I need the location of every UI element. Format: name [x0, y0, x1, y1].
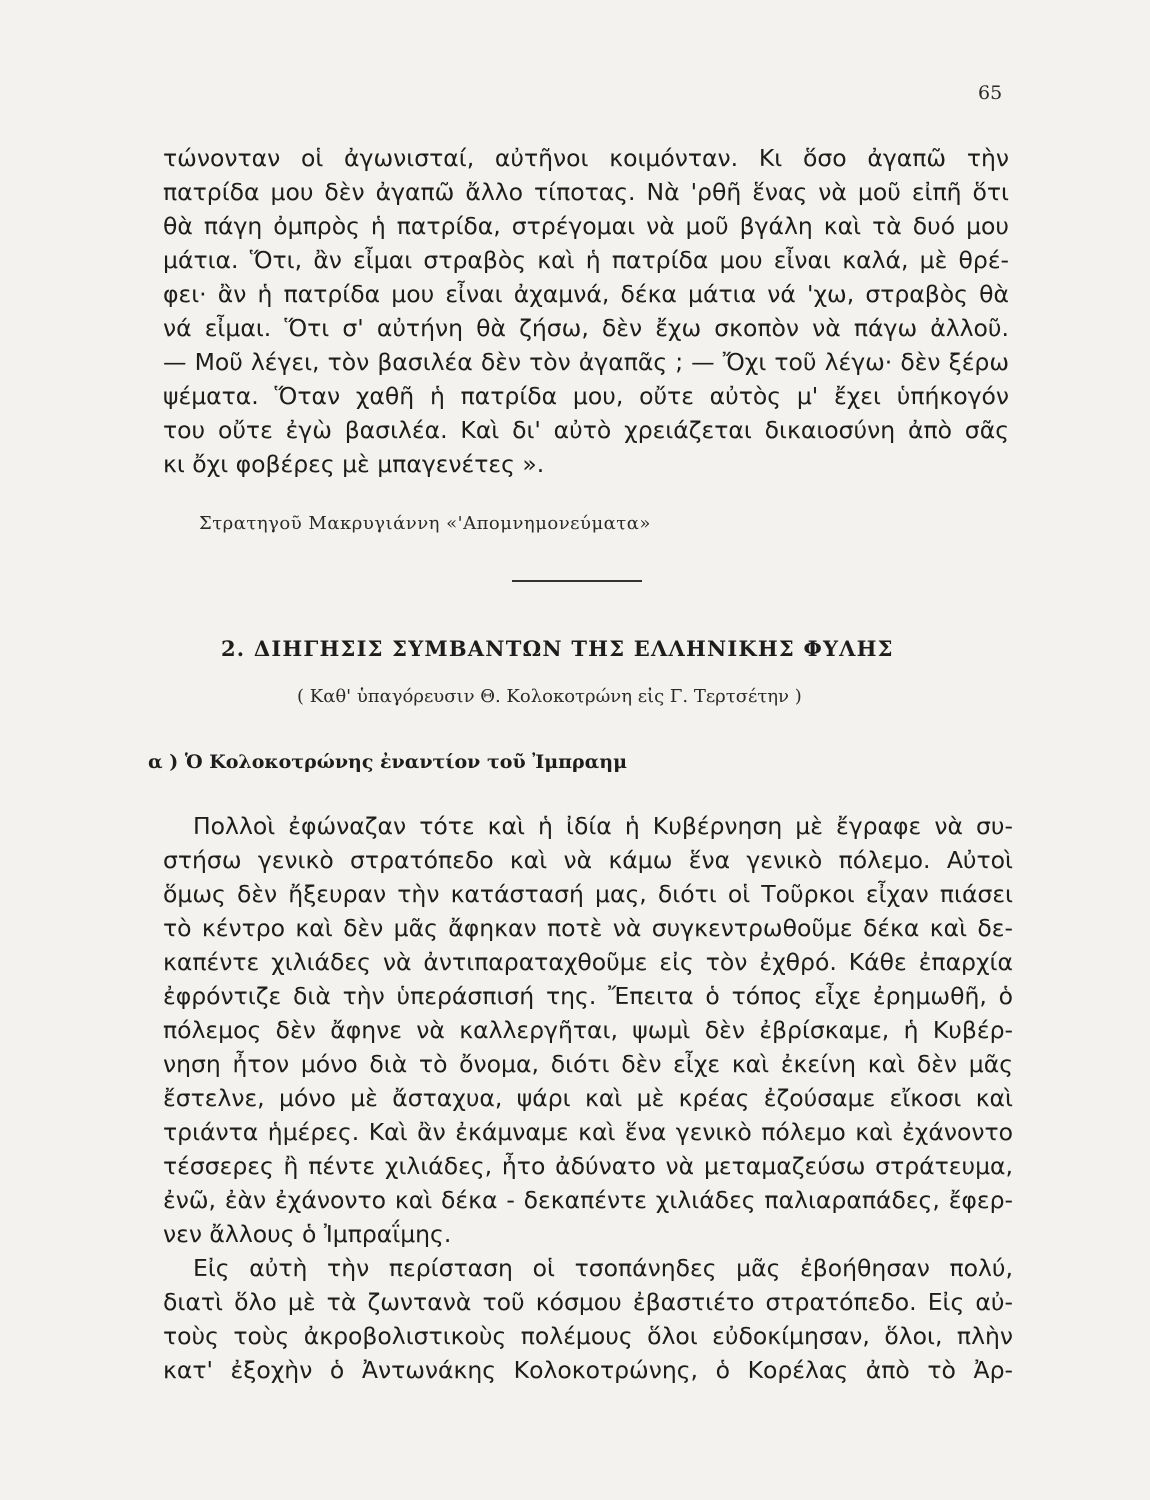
- paragraph-line: πόλεμος δὲν ἄφηνε νὰ καλλεργῆται, ψωμὶ δὲν ἐβρίσκαμε, ἡ Κυβέρ-: [163, 1016, 1013, 1044]
- quote-line: νά εἶμαι. Ὅτι σ' αὐτήνη θὰ ζήσω, δὲν ἔχω σκοπὸν νὰ πάγω ἀλλοῦ.: [163, 314, 1009, 342]
- paragraph-line: ἐνῶ, ἐὰν ἐχάνοντο καὶ δέκα - δεκαπέντε χιλιάδες παλιαραπάδες, ἔφερ-: [163, 1186, 1013, 1214]
- section-title: 2. ΔΙΗΓΗΣΙΣ ΣΥΜΒΑΝΤΩΝ ΤΗΣ ΕΛΛΗΝΙΚΗΣ ΦΥΛΗΣ: [221, 636, 894, 661]
- paragraph-line: καπέντε χιλιάδες νὰ ἀντιπαραταχθοῦμε εἰς τὸν ἐχθρό. Κάθε ἐπαρχία: [163, 948, 1013, 976]
- quote-line: τώνονταν οἱ ἀγωνισταί, αὐτῆνοι κοιμόνταν. Κι ὅσο ἀγαπῶ τὴν: [163, 144, 1009, 172]
- section-subtitle: ( Καθ' ὑπαγόρευσιν Θ. Κολοκοτρώνη εἰς Γ. Τερτσέτην ): [297, 686, 802, 707]
- section-divider: [512, 580, 642, 582]
- paragraph-line: ἔστελνε, μόνο μὲ ἄσταχυα, ψάρι καὶ μὲ κρέας ἐζούσαμε εἴκοσι καὶ: [163, 1084, 1013, 1112]
- quote-line: πατρίδα μου δὲν ἀγαπῶ ἄλλο τίποτας. Νὰ 'ρθῆ ἕνας νὰ μοῦ εἰπῆ ὅτι: [163, 178, 1009, 206]
- paragraph-line: κατ' ἐξοχὴν ὁ Ἀντωνάκης Κολοκοτρώνης, ὁ Κορέλας ἀπὸ τὸ Ἀρ-: [163, 1356, 1013, 1384]
- quote-line: ψέματα. Ὅταν χαθῆ ἡ πατρίδα μου, οὔτε αὐτὸς μ' ἔχει ὑπήκογόν: [163, 382, 1009, 410]
- paragraph-line: τέσσερες ἢ πέντε χιλιάδες, ἦτο ἀδύνατο νὰ μεταμαζεύσω στράτευμα,: [163, 1152, 1013, 1180]
- paragraph-line: Εἰς αὐτὴ τὴν περίσταση οἱ τσοπάνηδες μᾶς ἐβοήθησαν πολύ,: [193, 1254, 1013, 1282]
- subsection-heading: α ) Ὁ Κολοκοτρώνης ἐναντίον τοῦ Ἰμπραημ: [148, 751, 627, 773]
- quote-line: θὰ πάγη ὀμπρὸς ἡ πατρίδα, στρέγομαι νὰ μοῦ βγάλη καὶ τὰ δυό μου: [163, 212, 1009, 240]
- paragraph-line: ὅμως δὲν ἤξευραν τὴν κατάστασή μας, διότι οἱ Τοῦρκοι εἶχαν πιάσει: [163, 880, 1013, 908]
- paragraph-line: νεν ἄλλους ὁ Ἰμπραΐμης.: [163, 1220, 452, 1248]
- paragraph-line: Πολλοὶ ἐφώναζαν τότε καὶ ἡ ἰδία ἡ Κυβέρνηση μὲ ἔγραφε νὰ συ-: [193, 812, 1013, 840]
- paragraph-line: στήσω γενικὸ στρατόπεδο καὶ νὰ κάμω ἕνα γενικὸ πόλεμο. Αὐτοὶ: [163, 846, 1013, 874]
- quote-line: κι ὄχι φοβέρες μὲ μπαγενέτες ».: [163, 450, 545, 478]
- paragraph-line: τοὺς τοὺς ἀκροβολιστικοὺς πολέμους ὅλοι εὐδοκίμησαν, ὅλοι, πλὴν: [163, 1322, 1013, 1350]
- quote-line: φει· ἂν ἡ πατρίδα μου εἶναι ἀχαμνά, δέκα μάτια νά 'χω, στραβὸς θὰ: [163, 280, 1009, 308]
- paragraph-line: τριάντα ἡμέρες. Καὶ ἂν ἐκάμναμε καὶ ἕνα γενικὸ πόλεμο καὶ ἐχάνοντο: [163, 1118, 1013, 1146]
- quote-line: — Μοῦ λέγει, τὸν βασιλέα δὲν τὸν ἀγαπᾶς ; — Ὄχι τοῦ λέγω· δὲν ξέρω: [163, 348, 1009, 376]
- quote-line: του οὔτε ἐγὼ βασιλέα. Καὶ δι' αὐτὸ χρειάζεται δικαιοσύνη ἀπὸ σᾶς: [163, 416, 1009, 444]
- paragraph-line: νηση ἦτον μόνο διὰ τὸ ὄνομα, διότι δὲν εἶχε καὶ ἐκείνη καὶ δὲν μᾶς: [163, 1050, 1013, 1078]
- paragraph-line: ἐφρόντιζε διὰ τὴν ὑπεράσπισή της. Ἔπειτα ὁ τόπος εἶχε ἐρημωθῆ, ὁ: [163, 982, 1013, 1010]
- paragraph-line: τὸ κέντρο καὶ δὲν μᾶς ἄφηκαν ποτὲ νὰ συγκεντρωθοῦμε δέκα καὶ δε-: [163, 914, 1013, 942]
- quote-attribution: Στρατηγοῦ Μακρυγιάννη «'Απομνημονεύματα»: [199, 513, 651, 534]
- quote-line: μάτια. Ὅτι, ἂν εἶμαι στραβὸς καὶ ἡ πατρίδα μου εἶναι καλά, μὲ θρέ-: [163, 246, 1009, 274]
- page-number: 65: [978, 82, 1003, 104]
- paragraph-line: διατὶ ὅλο μὲ τὰ ζωντανὰ τοῦ κόσμου ἐβαστιέτο στρατόπεδο. Εἰς αὐ-: [163, 1288, 1013, 1316]
